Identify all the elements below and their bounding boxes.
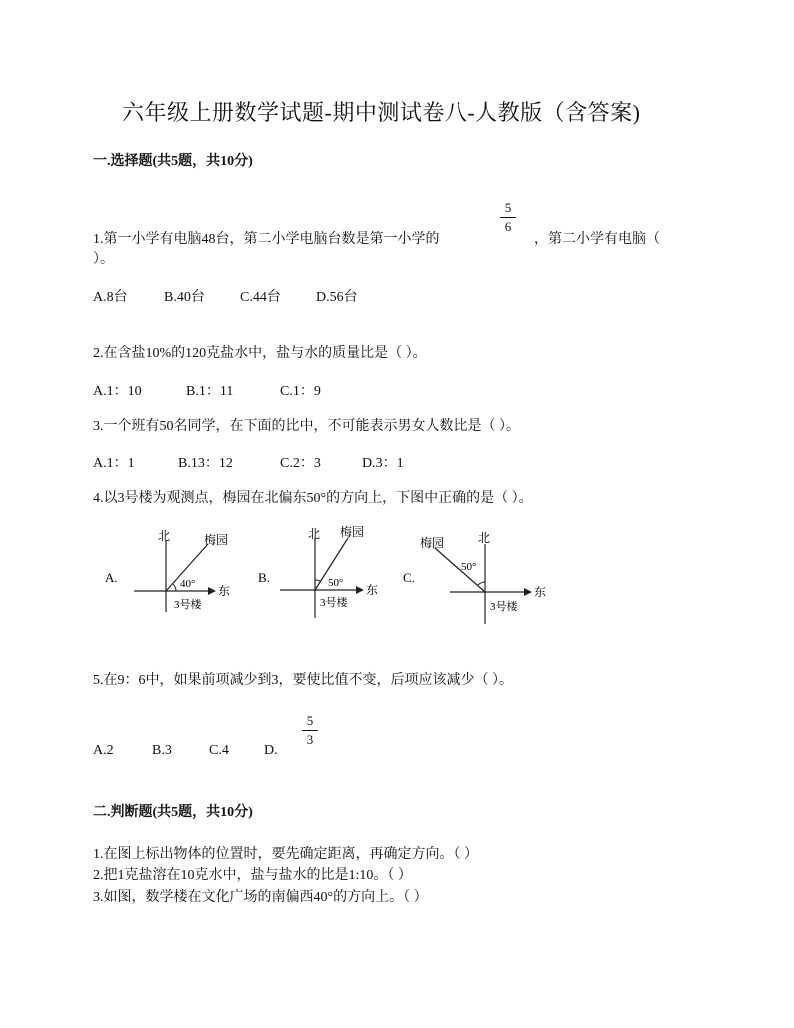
q3-option-d[interactable]: D.3：1 <box>362 456 404 471</box>
angle-label: 50° <box>328 577 344 589</box>
q2-option-c[interactable]: C.1：9 <box>280 384 321 399</box>
question-1-text-cont: ，第二小学有电脑（ <box>534 232 660 247</box>
east-label: 东 <box>218 584 231 598</box>
diagram-c-label: C. <box>403 570 415 585</box>
target-label: 梅园 <box>420 536 445 550</box>
fraction-numerator: 5 <box>306 713 314 728</box>
east-label: 东 <box>366 583 379 597</box>
origin-label: 3号楼 <box>174 599 202 611</box>
q4-diagram-b[interactable] <box>258 524 378 618</box>
q3-option-a[interactable]: A.1：1 <box>93 456 135 471</box>
q5-option-c[interactable]: C.4 <box>209 743 229 758</box>
target-label: 梅园 <box>340 525 365 539</box>
target-label: 梅园 <box>204 533 229 547</box>
origin-label: 3号楼 <box>320 597 348 609</box>
q1-option-d[interactable]: D.56台 <box>316 290 358 305</box>
q4-diagram-c[interactable] <box>403 531 546 624</box>
q4-diagrams <box>90 520 560 635</box>
q1-option-c[interactable]: C.44台 <box>240 290 281 305</box>
question-1-text-end: ）。 <box>93 252 114 267</box>
q4-diagram-a[interactable] <box>105 529 230 612</box>
fraction-denominator: 3 <box>306 732 314 747</box>
question-3-text: 3.一个班有50名同学，在下面的比中，不可能表示男女人数比是（ ）。 <box>93 419 520 434</box>
section-heading-choice: 一.选择题(共5题，共10分) <box>93 154 253 169</box>
q5-option-d-fraction <box>302 713 318 748</box>
q1-option-a[interactable]: A.8台 <box>93 290 128 305</box>
judgment-item-2: 2.把1克盐溶在10克水中，盐与盐水的比是1:10。（ ） <box>93 868 412 883</box>
east-arrowhead <box>356 586 364 594</box>
question-2-text: 2.在含盐10%的120克盐水中，盐与水的质量比是（ ）。 <box>93 346 427 361</box>
question-1-text: 1.第一小学有电脑48台，第二小学电脑台数是第一小学的 <box>93 232 440 247</box>
fraction-bar <box>500 217 516 218</box>
q5-option-a[interactable]: A.2 <box>93 743 114 758</box>
question-5-text: 5.在9：6中，如果前项减少到3，要使比值不变，后项应该减少（ ）。 <box>93 673 513 688</box>
q1-option-b[interactable]: B.40台 <box>164 290 205 305</box>
q5-option-b[interactable]: B.3 <box>152 743 172 758</box>
north-label: 北 <box>158 529 171 543</box>
east-arrowhead <box>208 587 216 595</box>
north-label: 北 <box>308 527 321 541</box>
east-arrowhead <box>524 588 532 596</box>
angle-label: 50° <box>461 561 477 573</box>
judgment-item-3: 3.如图，数学楼在文化广场的南偏西40°的方向上。（ ） <box>93 890 428 905</box>
q3-option-b[interactable]: B.13：12 <box>178 456 233 471</box>
angle-arc <box>173 584 176 591</box>
question-4-text: 4.以3号楼为观测点，梅园在北偏东50°的方向上，下图中正确的是（ ）。 <box>93 491 533 506</box>
fraction-denominator: 6 <box>504 219 512 234</box>
q5-option-d[interactable]: D. <box>264 743 278 758</box>
q2-option-a[interactable]: A.1：10 <box>93 384 142 399</box>
angle-arc <box>478 582 485 585</box>
fraction-bar <box>302 730 318 731</box>
judgment-item-1: 1.在图上标出物体的位置时，要先确定距离，再确定方向。（ ） <box>93 847 478 862</box>
origin-label: 3号楼 <box>490 601 518 613</box>
direction-line <box>435 548 485 592</box>
angle-arc <box>315 580 320 581</box>
north-label: 北 <box>478 531 491 545</box>
q2-option-b[interactable]: B.1：11 <box>186 384 234 399</box>
question-1-fraction <box>500 200 516 235</box>
east-label: 东 <box>534 585 547 599</box>
diagram-b-label: B. <box>258 570 270 585</box>
angle-label: 40° <box>180 578 196 590</box>
fraction-numerator: 5 <box>504 200 512 215</box>
q3-option-c[interactable]: C.2：3 <box>280 456 321 471</box>
diagram-a-label: A. <box>105 570 118 585</box>
section-heading-judgment: 二.判断题(共5题，共10分) <box>93 805 253 820</box>
page-title: 六年级上册数学试题-期中测试卷八-人教版（含答案) <box>122 100 641 125</box>
